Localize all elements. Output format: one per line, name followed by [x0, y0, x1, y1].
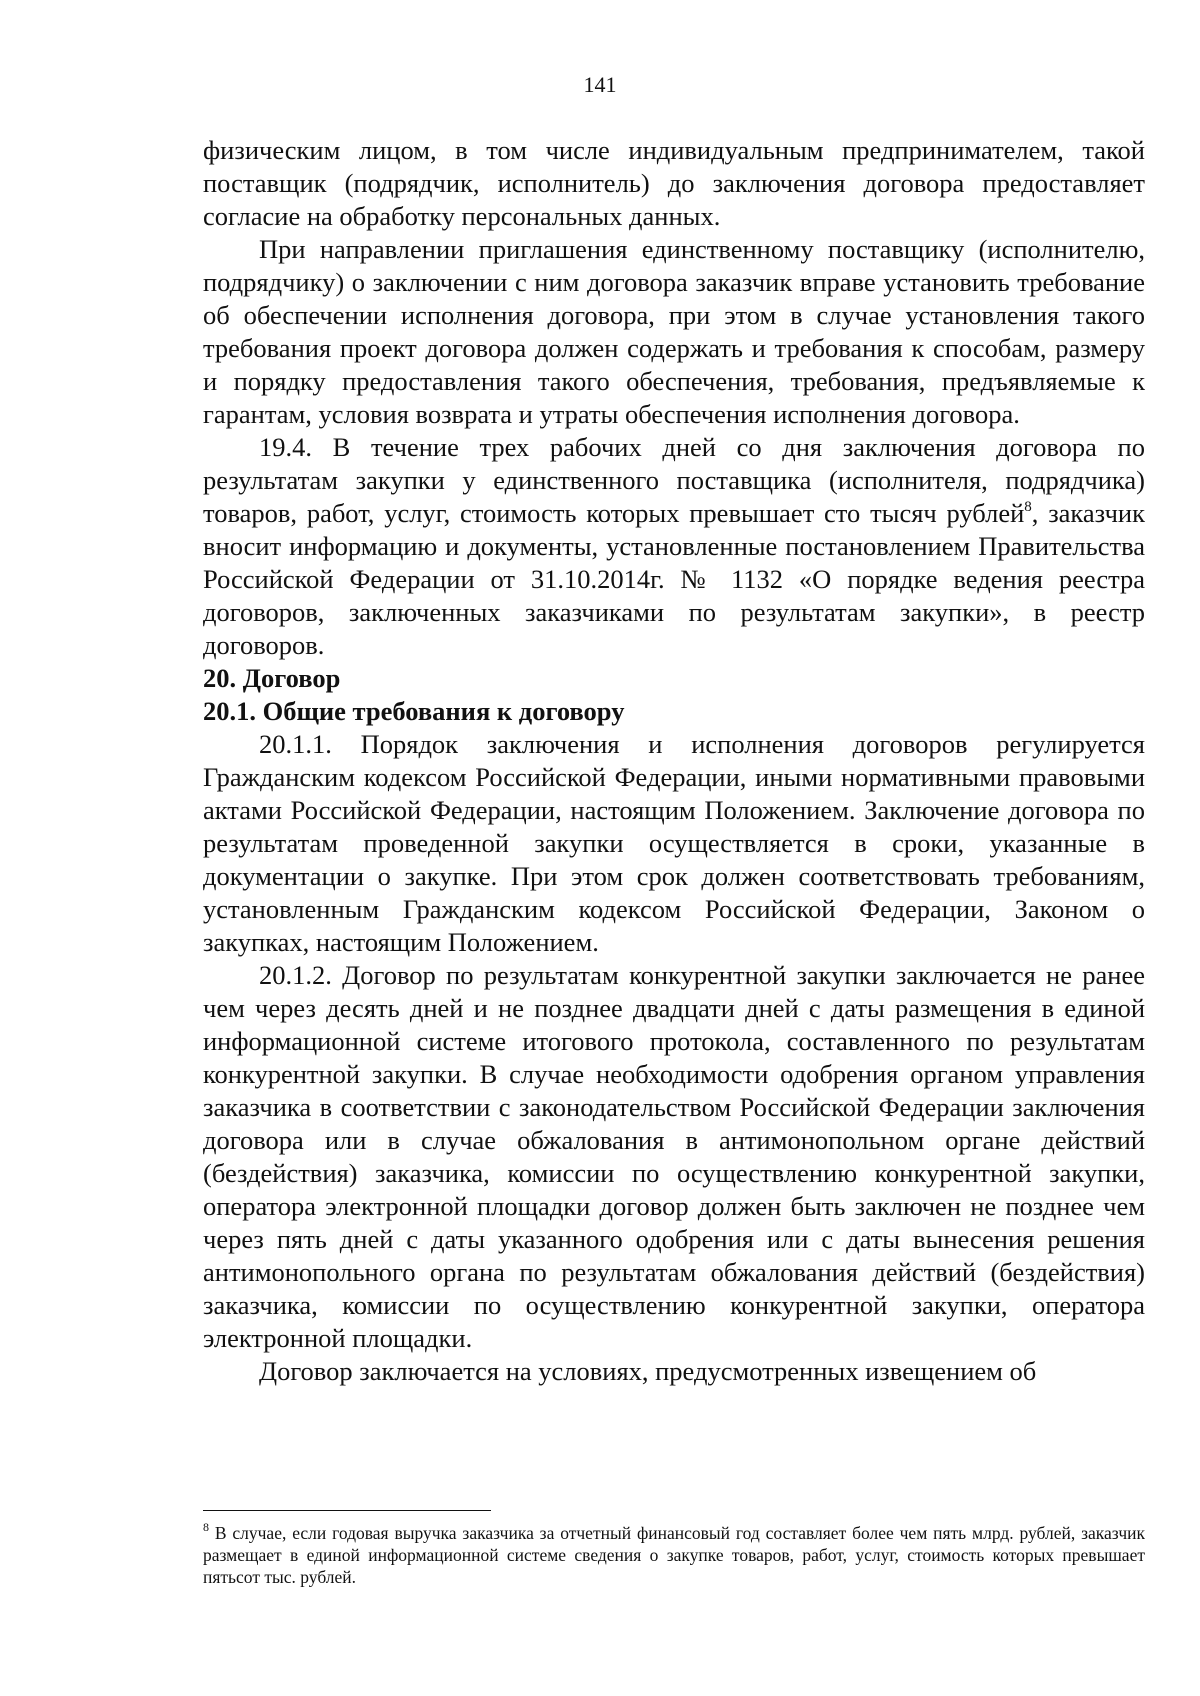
paragraph-19-4-text: 19.4. В течение трех рабочих дней со дня заключения договора по результатам закупки у единственного поставщика (исполнителя, подрядчика) товаров, работ, услуг, стоимость которых превышает сто тысяч рублей — [203, 432, 1145, 528]
footnote — [203, 1522, 1145, 1588]
paragraph-20-1-1: 20.1.1. Порядок заключения и исполнения договоров регулируется Гражданским кодексом Российской Федерации, иными нормативными правовыми актами Российской Федерации, настоящим Положением. Заключение договора по результатам проведенной закупки осуществляется в сроки, указанные в документации о закупке. При этом срок должен соответствовать требованиям, установленным Гражданским кодексом Российской Федерации, Законом о закупках, настоящим Положением. — [203, 729, 1145, 957]
paragraph-contract-terms: Договор заключается на условиях, предусмотренных извещением об — [259, 1356, 1037, 1386]
paragraph-continuation: физическим лицом, в том числе индивидуальным предпринимателем, такой поставщик (подрядчик, исполнитель) до заключения договора предоставляет согласие на обработку персональных данных. — [203, 135, 1145, 231]
document-body — [203, 134, 1145, 1388]
footnote-reference: 8 — [1024, 499, 1032, 515]
paragraph-19-4 — [203, 431, 1145, 662]
page-number: 141 — [583, 72, 617, 97]
section-heading: 20. Договор — [203, 663, 341, 693]
footnote-text: В случае, если годовая выручка заказчика за отчетный финансовый год составляет более чем пять млрд. рублей, заказчик размещает в единой информационной системе сведения о закупке товаров, работ, услуг, стоимость которых превышает пятьсот тыс. рублей. — [203, 1523, 1145, 1587]
paragraph-invitation-requirement: При направлении приглашения единственному поставщику (исполнителю, подрядчику) о заключении с ним договора заказчик вправе установить требование об обеспечении исполнения договора, при этом в случае установления такого требования проект договора должен содержать и требования к способам, размеру и порядку предоставления такого обеспечения, требования, предъявляемые к гарантам, условия возврата и утраты обеспечения исполнения договора. — [203, 234, 1145, 429]
footnote-divider — [203, 1510, 491, 1511]
footnote-number: 8 — [203, 1520, 209, 1534]
subsection-heading: 20.1. Общие требования к договору — [203, 696, 625, 726]
paragraph-20-1-2: 20.1.2. Договор по результатам конкурентной закупки заключается не ранее чем через десять дней и не позднее двадцати дней с даты размещения в единой информационной системе итогового протокола, составленного по результатам конкурентной закупки. В случае необходимости одобрения органом управления заказчика в соответствии с законодательством Российской Федерации заключения договора или в случае обжалования в антимонопольном органе действий (бездействия) заказчика, комиссии по осуществлению конкурентной закупки, оператора электронной площадки договор должен быть заключен не позднее чем через пять дней с даты указанного одобрения или с даты вынесения решения антимонопольного органа по результатам обжалования действий (бездействия) заказчика, комиссии по осуществлению конкурентной закупки, оператора электронной площадки. — [203, 960, 1145, 1353]
paragraph-19-4-continuation: , заказчик вносит информацию и документы, установленные постановлением Правительства Российской Федерации от 31.10.2014г. № 1132 «О порядке ведения реестра договоров, заключенных заказчиками по результатам закупки», в реестр договоров. — [203, 498, 1145, 660]
